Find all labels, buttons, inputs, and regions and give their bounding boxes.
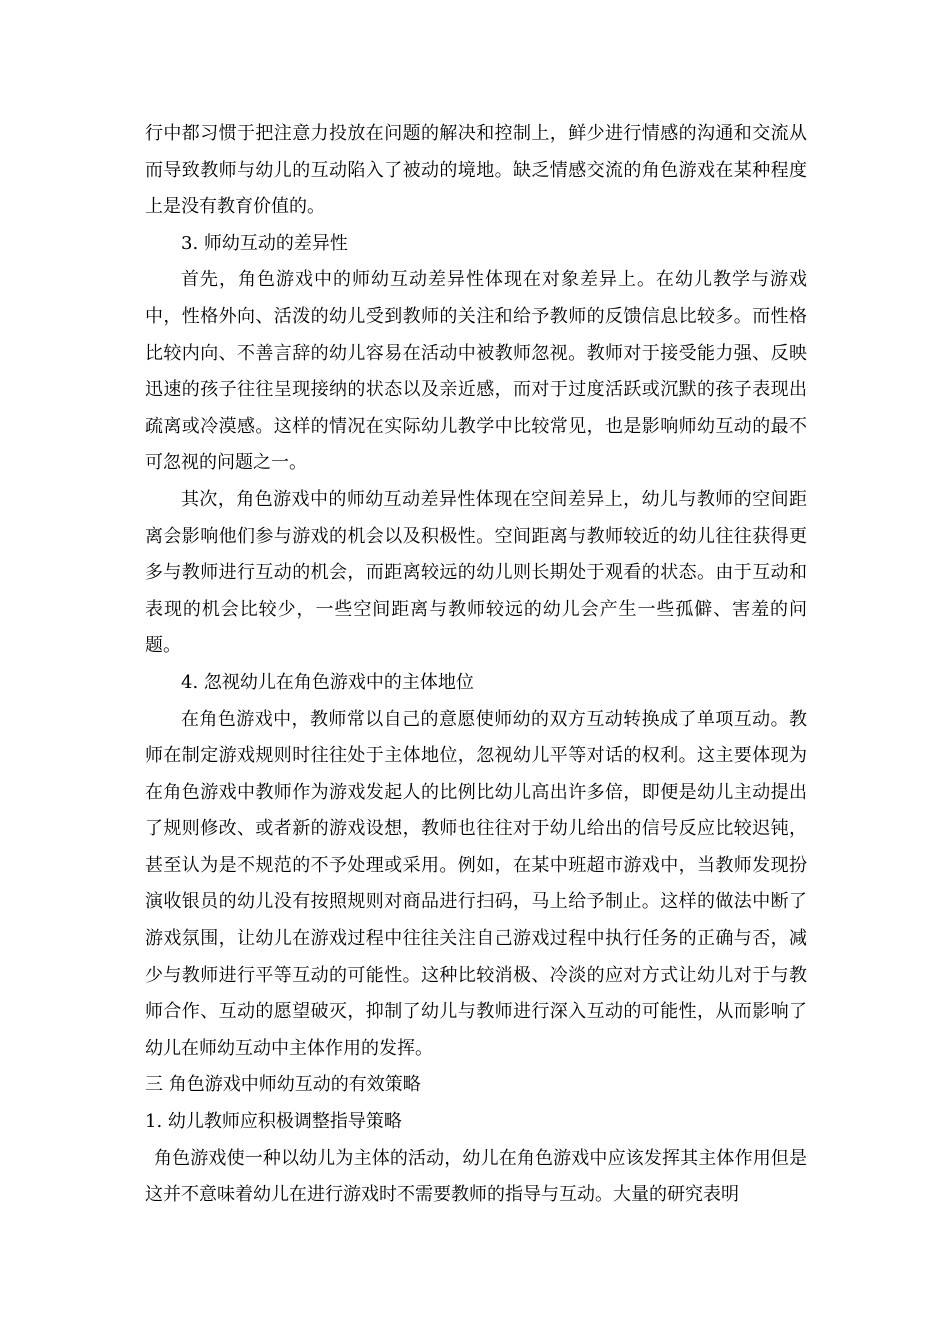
paragraph-object-difference: 首先，角色游戏中的师幼互动差异性体现在对象差异上。在幼儿教学与游戏中，性格外向、活泼的幼儿受到教师的关注和给予教师的反馈信息比较多。而性格比较内向、不善言辞的幼儿容易在活动中被教师忽视。教师对于接受能力强、反映迅速的孩子往往呈现接纳的状态以及亲近感，而对于过度活跃或沉默的孩子表现出疏离或冷漠感。这样的情况在实际幼儿教学中比较常见，也是影响师幼互动的最不可忽视的问题之一。 <box>145 269 807 474</box>
section-heading-4: 4. 忽视幼儿在角色游戏中的主体地位 <box>181 671 474 693</box>
section-heading-3: 3. 师幼互动的差异性 <box>181 232 348 254</box>
subsection-heading-1: 1. 幼儿教师应积极调整指导策略 <box>145 1111 402 1133</box>
chapter-heading-3: 三 角色游戏中师幼互动的有效策略 <box>145 1074 421 1096</box>
paragraph-space-difference: 其次，角色游戏中的师幼互动差异性体现在空间差异上，幼儿与教师的空间距离会影响他们参与游戏的机会以及积极性。空间距离与教师较近的幼儿往往获得更多与教师进行互动的机会，而距离较远的幼儿则长期处于观看的状态。由于互动和表现的机会比较少，一些空间距离与教师较远的幼儿会产生一些孤僻、害羞的问题。 <box>145 488 807 657</box>
paragraph-subject-status: 在角色游戏中，教师常以自己的意愿使师幼的双方互动转换成了单项互动。教师在制定游戏规则时往往处于主体地位，忽视幼儿平等对话的权利。这主要体现为在角色游戏中教师作为游戏发起人的比例比幼儿高出许多倍，即便是幼儿主动提出了规则修改、或者新的游戏设想，教师也往往对于幼儿给出的信号反应比较迟钝，甚至认为是不规范的不予处理或采用。例如，在某中班超市游戏中，当教师发现扮演收银员的幼儿没有按照规则对商品进行扫码，马上给予制止。这样的做法中断了游戏氛围，让幼儿在游戏过程中往往关注自己游戏过程中执行任务的正确与否，减少与教师进行平等互动的可能性。这种比较消极、冷淡的应对方式让幼儿对于与教师合作、互动的愿望破灭，抑制了幼儿与教师进行深入互动的可能性，从而影响了幼儿在师幼互动中主体作用的发挥。 <box>145 708 807 1059</box>
paragraph-strategy-intro: 角色游戏使一种以幼儿为主体的活动，幼儿在角色游戏中应该发挥其主体作用但是这并不意味着幼儿在进行游戏时不需要教师的指导与互动。大量的研究表明 <box>145 1147 807 1206</box>
paragraph-continuation: 行中都习惯于把注意力投放在问题的解决和控制上，鲜少进行情感的沟通和交流从而导致教师与幼儿的互动陷入了被动的境地。缺乏情感交流的角色游戏在某种程度上是没有教育价值的。 <box>145 123 807 218</box>
document-body <box>145 116 807 1214</box>
